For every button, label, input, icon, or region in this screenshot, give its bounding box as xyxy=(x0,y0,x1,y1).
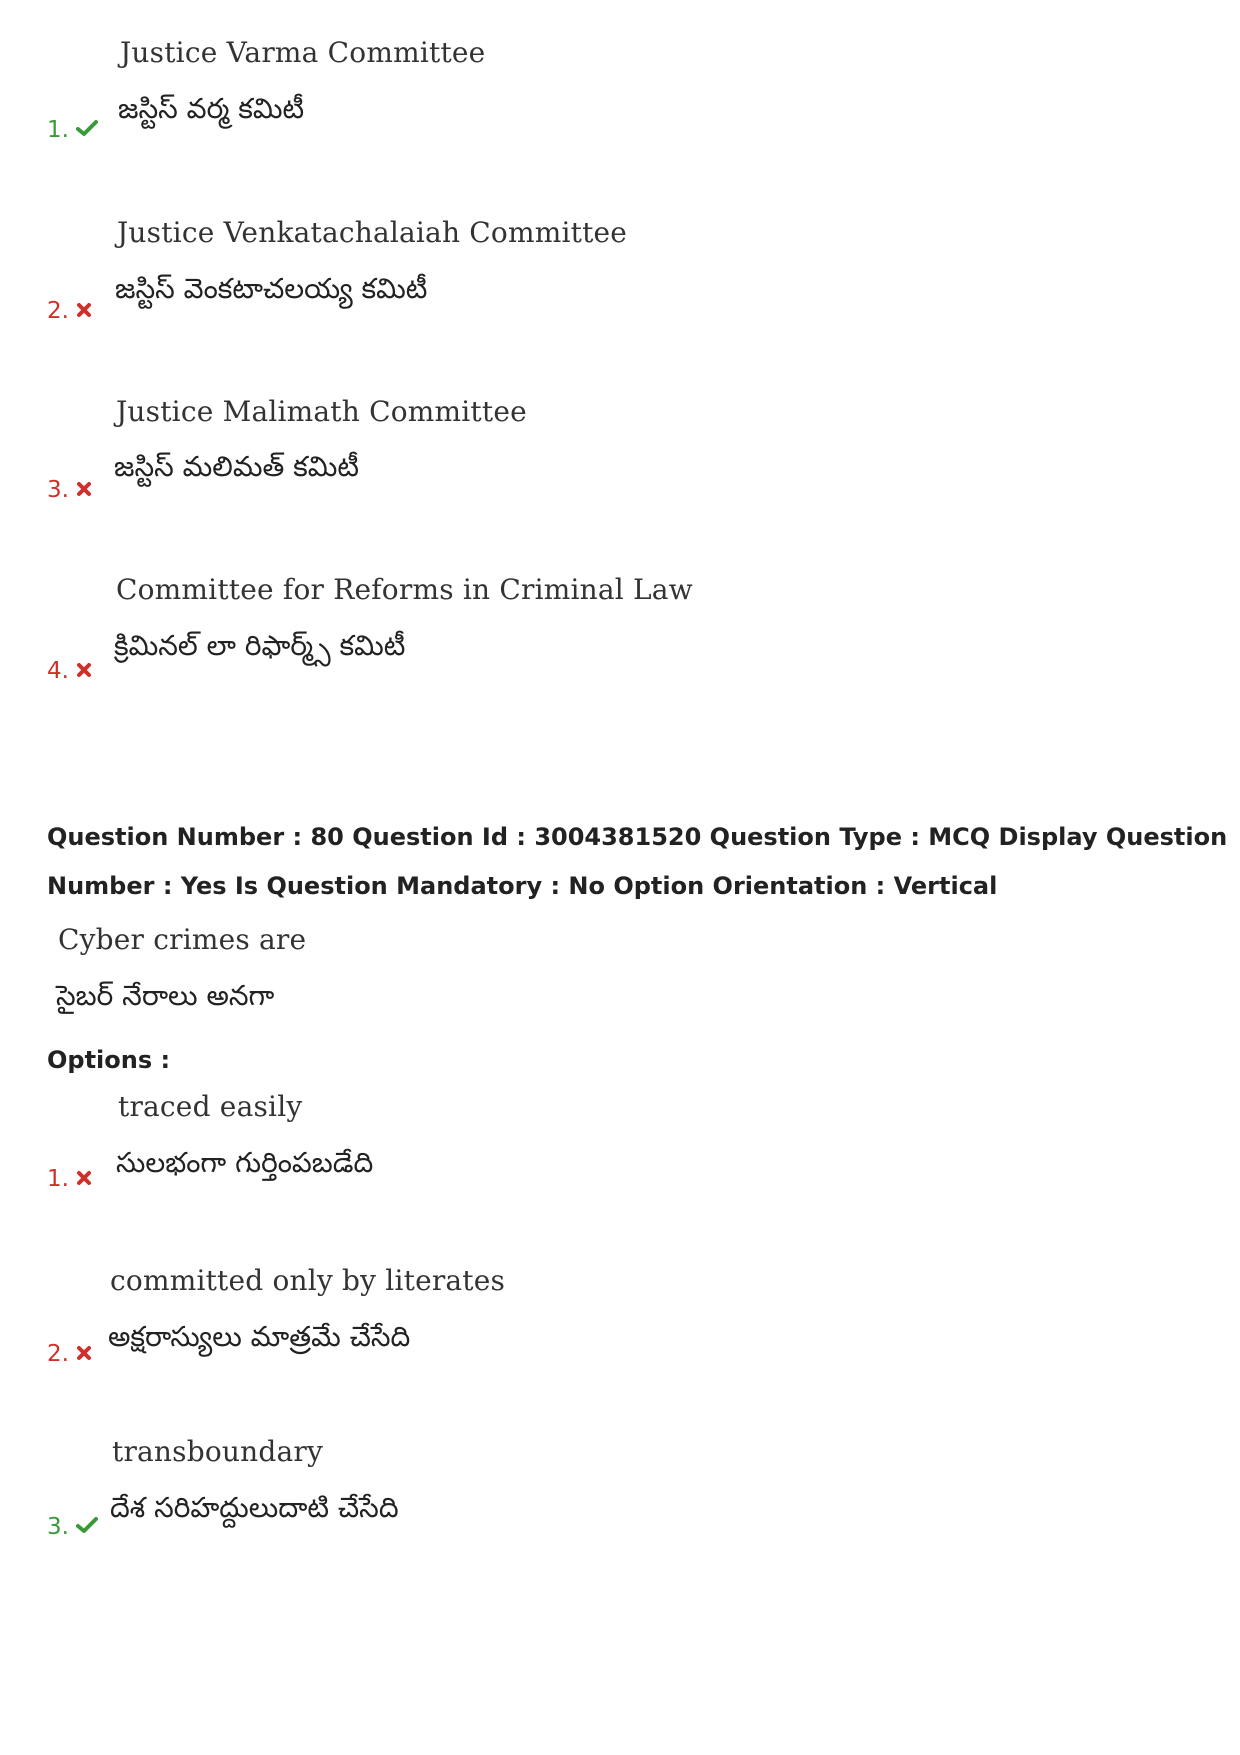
option-telugu-text: జస్టిస్ వర్మ కమిటీ xyxy=(118,92,305,125)
option-number-label: 3. xyxy=(47,477,69,503)
option-number-label: 4. xyxy=(47,658,69,684)
option-number-label: 1. xyxy=(47,1166,69,1192)
option-telugu-text: క్రిమినల్ లా రిఫార్మ్స్ కమిటీ xyxy=(114,629,406,662)
option-telugu-text: జస్టిస్ మలిమత్ కమిటీ xyxy=(114,450,359,483)
option-english-text: Justice Venkatachalaiah Committee xyxy=(117,216,628,249)
option-telugu-text: అక్షరాస్యులు మాత్రమే చేసేది xyxy=(108,1320,411,1353)
cross-icon xyxy=(76,300,92,323)
check-icon xyxy=(76,119,98,142)
option-number-label: 2. xyxy=(47,298,69,324)
cross-icon xyxy=(76,1168,92,1191)
question-meta-line-2: Number : Yes Is Question Mandatory : No Option Orientation : Vertical xyxy=(47,872,998,900)
option-english-text: Committee for Reforms in Criminal Law xyxy=(116,573,693,606)
option-number-4 xyxy=(47,660,92,683)
option-number-2 xyxy=(47,300,92,323)
option-english-text: traced easily xyxy=(118,1090,303,1123)
option-number-label: 3. xyxy=(47,1514,69,1540)
question-english-text: Cyber crimes are xyxy=(58,923,307,956)
option-telugu-text: జస్టిస్ వెంకటాచలయ్య కమిటీ xyxy=(115,272,428,305)
option-english-text: committed only by literates xyxy=(110,1264,506,1297)
cross-icon xyxy=(76,479,92,502)
option-telugu-text: దేశ సరిహద్దులుదాటి చేసేది xyxy=(110,1491,399,1524)
options-label: Options : xyxy=(47,1046,171,1074)
cross-icon xyxy=(76,1343,92,1366)
option-english-text: transboundary xyxy=(112,1435,324,1468)
question-telugu-text: సైబర్ నేరాలు అనగా xyxy=(56,979,275,1012)
check-icon xyxy=(76,1516,98,1539)
option-number-3 xyxy=(47,1516,98,1539)
option-number-label: 2. xyxy=(47,1341,69,1367)
option-number-1 xyxy=(47,1168,92,1191)
option-number-3 xyxy=(47,479,92,502)
option-english-text: Justice Varma Committee xyxy=(120,36,486,69)
option-number-1 xyxy=(47,119,98,142)
option-number-2 xyxy=(47,1343,92,1366)
option-english-text: Justice Malimath Committee xyxy=(116,395,527,428)
question-meta-line-1: Question Number : 80 Question Id : 3004381520 Question Type : MCQ Display Question xyxy=(47,823,1228,851)
cross-icon xyxy=(76,660,92,683)
option-telugu-text: సులభంగా గుర్తింపబడేది xyxy=(116,1146,374,1179)
option-number-label: 1. xyxy=(47,117,69,143)
